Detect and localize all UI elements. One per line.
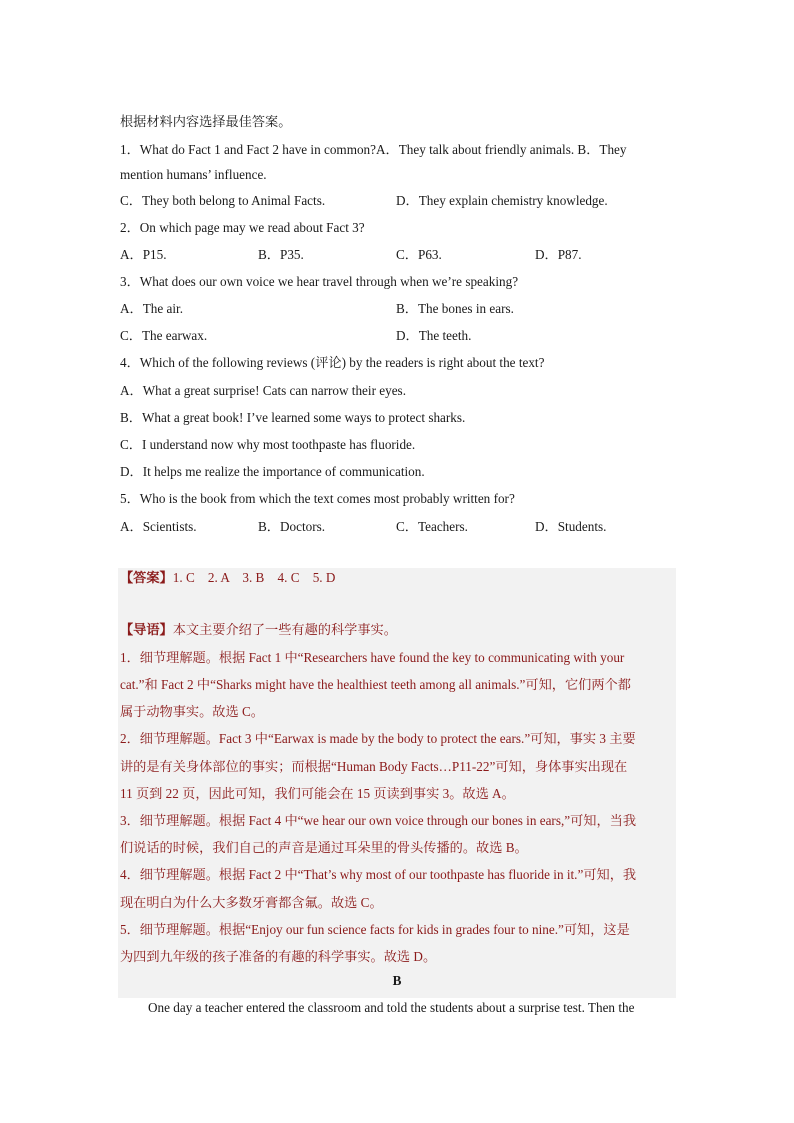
q3-stem: 3．What does our own voice we hear travel through when we’re speaking? xyxy=(120,274,519,289)
q2-option-a: A．P15. xyxy=(120,247,167,262)
q5-option-c: C．Teachers. xyxy=(396,519,468,534)
q5-stem: 5．Who is the book from which the text comes most probably written for? xyxy=(120,491,515,506)
explanation-line: 属于动物事实。故选 C。 xyxy=(120,704,264,719)
q1-line2: mention humans’ influence. xyxy=(120,167,267,182)
explanation-line: 2．细节理解题。Fact 3 中“Earwax is made by the body to protect the ears.”可知，事实 3 主要 xyxy=(120,731,636,746)
explanation-line: 5．细节理解题。根据“Enjoy our fun science facts for kids in grades four to nine.”可知，这是 xyxy=(120,922,630,937)
q2-option-b: B．P35. xyxy=(258,247,304,262)
q5-option-b: B．Doctors. xyxy=(258,519,326,534)
q1-option-c: C．They both belong to Animal Facts. xyxy=(120,193,326,208)
passage-first-line: One day a teacher entered the classroom and told the students about a surprise test. Then the xyxy=(148,1000,635,1015)
answer-text: 1. C 2. A 3. B 4. C 5. D xyxy=(172,570,336,585)
q1-line1: 1．What do Fact 1 and Fact 2 have in common?A．They talk about friendly animals. B．They xyxy=(120,142,627,157)
q3-option-a: A．The air. xyxy=(120,301,183,316)
answer-label: 【答案】 xyxy=(120,570,173,585)
q4-stem: 4．Which of the following reviews (评论) by the readers is right about the text? xyxy=(120,355,545,370)
explanation-line: 1．细节理解题。根据 Fact 1 中“Researchers have found the key to communicating with your xyxy=(120,650,625,665)
q2-stem: 2．On which page may we read about Fact 3? xyxy=(120,220,365,235)
q3-option-d: D．The teeth. xyxy=(396,328,472,343)
q4-option-b: B．What a great book! I’ve learned some ways to protect sharks. xyxy=(120,410,466,425)
explanation-line: 现在明白为什么大多数牙膏都含氟。故选 C。 xyxy=(120,895,383,910)
guide-line xyxy=(120,621,397,639)
q5-option-d: D．Students. xyxy=(535,519,607,534)
q3-option-c: C．The earwax. xyxy=(120,328,208,343)
explanation-line: 4．细节理解题。根据 Fact 2 中“That’s why most of our toothpaste has fluoride in it.”可知，我 xyxy=(120,867,637,882)
q1-option-d: D．They explain chemistry knowledge. xyxy=(396,193,608,208)
instruction: 根据材料内容选择最佳答案。 xyxy=(120,114,292,129)
explanation-line: 讲的是有关身体部位的事实；而根据“Human Body Facts…P11-22”可知，身体事实出现在 xyxy=(120,759,628,774)
q5-option-a: A．Scientists. xyxy=(120,519,197,534)
q4-option-c: C．I understand now why most toothpaste has fluoride. xyxy=(120,437,416,452)
guide-label: 【导语】 xyxy=(120,622,173,637)
q4-option-d: D．It helps me realize the importance of communication. xyxy=(120,464,425,479)
explanation-line: cat.”和 Fact 2 中“Sharks might have the healthiest teeth among all animals.”可知，它们两个都 xyxy=(120,677,631,692)
section-heading-b: B xyxy=(392,973,402,988)
explanation-line: 3．细节理解题。根据 Fact 4 中“we hear our own voice through our bones in ears,”可知，当我 xyxy=(120,813,637,828)
guide-text: 本文主要介绍了一些有趣的科学事实。 xyxy=(172,622,397,637)
q2-option-c: C．P63. xyxy=(396,247,442,262)
q4-option-a: A．What a great surprise! Cats can narrow their eyes. xyxy=(120,383,406,398)
q3-option-b: B．The bones in ears. xyxy=(396,301,514,316)
explanation-line: 为四到九年级的孩子准备的有趣的科学事实。故选 D。 xyxy=(120,949,437,964)
explanation-line: 们说话的时候，我们自己的声音是通过耳朵里的骨头传播的。故选 B。 xyxy=(120,840,528,855)
answer-line xyxy=(120,569,335,587)
explanation-line: 11 页到 22 页，因此可知，我们可能会在 15 页读到事实 3。故选 A。 xyxy=(120,786,515,801)
q2-option-d: D．P87. xyxy=(535,247,582,262)
